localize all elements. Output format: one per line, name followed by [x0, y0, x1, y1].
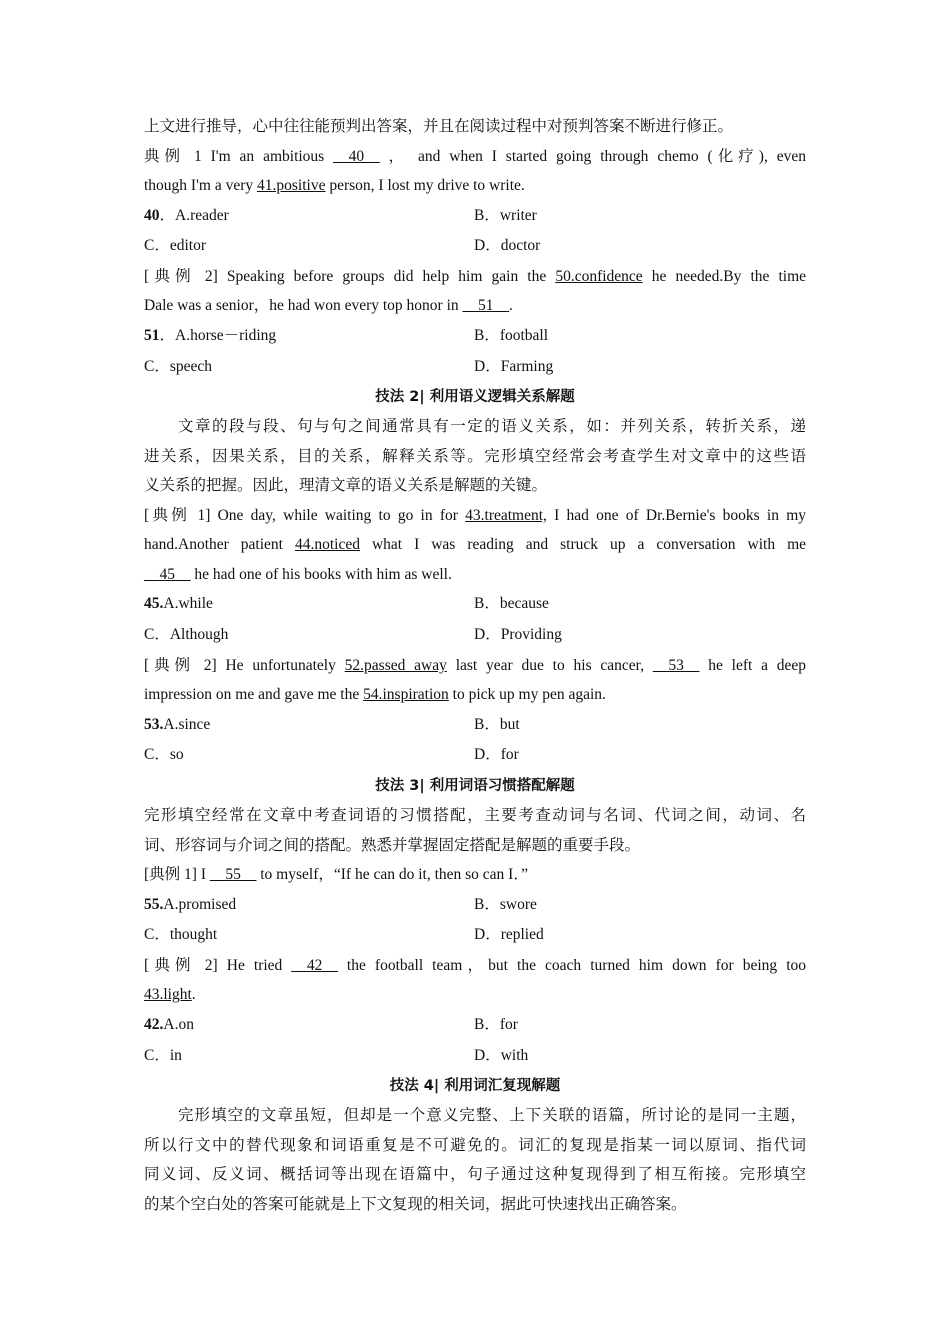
document-page: [144, 112, 806, 1219]
technique-3-para-line-2: 词、形容词与介词之间的搭配。熟悉并掌握固定搭配是解题的重要手段。: [144, 836, 641, 854]
technique-4-heading: 技法 4| 利用词汇复现解题: [389, 1078, 561, 1095]
technique-2-heading: 技法 2| 利用语义逻辑关系解题: [375, 389, 575, 406]
blank-40: __40__: [333, 147, 380, 165]
question-45-row-2: C．Although D．Providing: [144, 625, 562, 643]
t2-example-2-line-2: impression on me and gave me the 54.inspiration to pick up my pen again.: [144, 686, 606, 704]
technique-3-para-line-1: 完形填空经常在文章中考查词语的习惯搭配，主要考查动词与名词、代词之间，动词、名: [144, 807, 806, 824]
example-2-line-2: Dale was a senior，he had won every top honor in __51__.: [144, 297, 513, 315]
blank-45: __45__: [144, 565, 191, 583]
example-1-line-1: 典例 1 I'm an ambitious __40__ ， and when I started going through chemo (化疗), even: [144, 147, 806, 165]
t2-example-2-line-1: [典例 2] He unfortunately 52.passed away last year due to his cancer, __53__ he left a deep: [144, 656, 806, 674]
intro-line: 上文进行推导，心中往往能预判出答案，并且在阅读过程中对预判答案不断进行修正。: [144, 118, 734, 135]
technique-2-para-line-1: 文章的段与段、句与句之间通常具有一定的语义关系，如：并列关系，转折关系，递: [178, 418, 806, 436]
technique-4-para-line-2: 所以行文中的替代现象和词语重复是不可避免的。词汇的复现是指某一词以原词、指代词: [144, 1136, 806, 1154]
technique-3-heading: 技法 3| 利用词语习惯搭配解题: [375, 778, 575, 794]
t3-example-2-line-1: [典例 2] He tried __42__ the football team，but the coach turned him down for being too: [144, 956, 806, 974]
example-2-line-1: [典例 2] Speaking before groups did help him gain the 50.confidence he needed.By the time: [144, 267, 806, 285]
question-40-row-1: 40．A.reader B．writer: [144, 206, 537, 224]
example-1-line-2: though I'm a very 41.positive person, I lost my drive to write.: [144, 177, 525, 194]
question-53-row-2: C．so D．for: [144, 746, 519, 764]
t2-example-1-line-1: [典例 1] One day, while waiting to go in for 43.treatment, I had one of Dr.Bernie's books in my: [144, 506, 806, 524]
question-51-row-2: C．speech D．Farming: [144, 357, 554, 375]
t2-example-1-line-3: __45__ he had one of his books with him as well.: [144, 565, 452, 583]
blank-42: __42__: [291, 956, 338, 974]
technique-4-para-line-1: 完形填空的文章虽短，但却是一个意义完整、上下关联的语篇，所讨论的是同一主题，: [178, 1107, 806, 1125]
question-55-row-2: C．thought D．replied: [144, 926, 544, 944]
t3-example-2-line-2: 43.light.: [144, 986, 196, 1004]
technique-4-para-line-3: 同义词、反义词、概括词等出现在语篇中，句子通过这种复现得到了相互衔接。完形填空: [144, 1166, 806, 1184]
blank-53: __53__: [652, 656, 700, 674]
technique-2-para-line-3: 义关系的把握。因此，理清文章的语义关系是解题的关键。: [144, 477, 548, 495]
technique-4-para-line-4: 的某个空白处的答案可能就是上下文复现的相关词，据此可快速找出正确答案。: [144, 1195, 687, 1213]
blank-55: __55__: [209, 866, 257, 883]
question-51-row-1: 51．A.horse－riding B．football: [144, 326, 549, 344]
t2-example-1-line-2: hand.Another patient 44.noticed what I was reading and struck up a conversation with me: [144, 536, 806, 554]
question-53-row-1: 53.A.since B．but: [144, 715, 520, 733]
question-42-row-1: 42.A.on B．for: [144, 1015, 518, 1033]
question-40-row-2: C．editor D．doctor: [144, 237, 541, 255]
t3-example-1-line-1: [典例 1] I __55__ to myself，“If he can do it, then so can I．”: [144, 866, 528, 883]
question-42-row-2: C．in D．with: [144, 1046, 529, 1064]
technique-2-para-line-2: 进关系，因果关系，目的关系，解释关系等。完形填空经常会考查学生对文章中的这些语: [144, 447, 806, 465]
question-55-row-1: 55.A.promised B．swore: [144, 895, 537, 913]
question-45-row-1: 45.A.while B．because: [144, 595, 549, 613]
blank-51: __51__: [462, 297, 510, 315]
